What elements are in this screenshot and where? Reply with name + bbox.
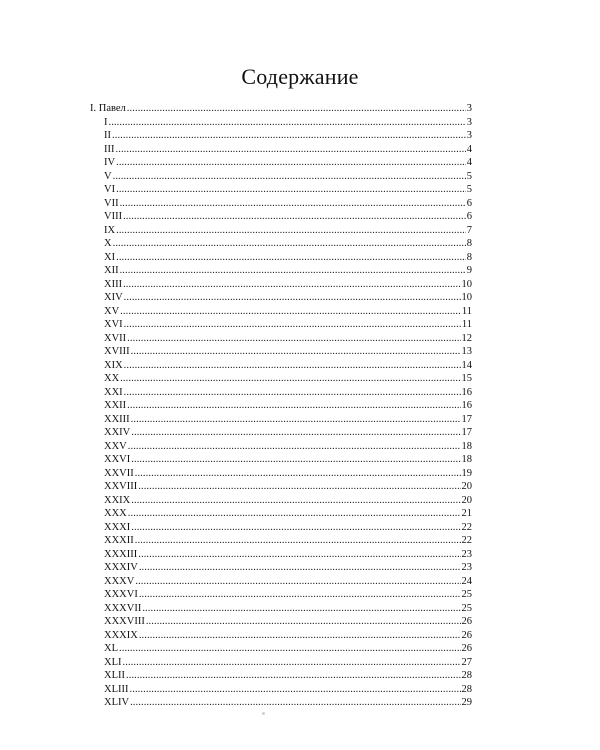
toc-entry-page-number: 8 — [466, 251, 472, 263]
toc-dot-leader — [120, 305, 461, 319]
toc-dot-leader — [127, 332, 460, 346]
toc-entry-page-number: 21 — [461, 508, 472, 519]
toc-entry — [90, 588, 472, 602]
toc-entry — [90, 264, 472, 278]
toc-entry-page-number: 3 — [466, 116, 472, 128]
toc-dot-leader — [112, 129, 466, 143]
toc-entry — [90, 372, 472, 386]
toc-entry-page-number: 12 — [461, 332, 472, 344]
page-speck — [262, 712, 265, 715]
toc-entry-label: XVIII — [104, 346, 130, 357]
toc-entry-page-number: 18 — [461, 454, 472, 465]
toc-dot-leader — [128, 507, 461, 521]
toc-dot-leader — [127, 102, 466, 116]
toc-entry-label: XXV — [104, 440, 127, 452]
toc-entry-label: X — [104, 238, 112, 249]
toc-entry-label: XL — [104, 643, 118, 654]
toc-entry-label: XXIV — [104, 427, 131, 438]
toc-entry — [90, 602, 472, 616]
toc-entry-page-number: 26 — [461, 616, 472, 627]
toc-dot-leader — [146, 615, 461, 629]
toc-entry-label: XVI — [104, 319, 123, 330]
toc-entry-label: XII — [104, 265, 119, 276]
toc-entry — [90, 561, 472, 575]
toc-dot-leader — [120, 197, 466, 211]
toc-entry-page-number: 4 — [466, 143, 472, 155]
toc-entry-page-number: 19 — [461, 467, 472, 479]
toc-entry-label: XXXIX — [104, 629, 138, 641]
toc-entry-page-number: 24 — [461, 575, 472, 587]
toc-entry-label: XXII — [104, 400, 127, 411]
toc-entry-page-number: 28 — [461, 670, 472, 681]
toc-entry — [90, 318, 472, 332]
toc-dot-leader — [119, 642, 461, 656]
toc-dot-leader — [131, 453, 460, 467]
toc-dot-leader — [138, 548, 460, 562]
toc-entry-page-number: 23 — [461, 562, 472, 573]
toc-dot-leader — [139, 629, 461, 643]
toc-entry — [90, 494, 472, 508]
toc-entry-page-number: 27 — [461, 656, 472, 668]
toc-entry-label: XXVI — [104, 454, 131, 465]
toc-entry — [90, 197, 472, 211]
toc-entry-label: XLIV — [104, 697, 130, 708]
toc-entry — [90, 426, 472, 440]
toc-entry — [90, 183, 472, 197]
toc-entry-label: XXXV — [104, 575, 135, 587]
toc-entry-label: XXVIII — [104, 481, 138, 492]
toc-entry-page-number: 17 — [461, 427, 472, 438]
toc-dot-leader — [131, 426, 460, 440]
toc-dot-leader — [116, 251, 466, 265]
toc-entry — [90, 521, 472, 535]
toc-entry — [90, 237, 472, 251]
toc-entry-label: XXI — [104, 386, 123, 398]
toc-dot-leader — [116, 224, 466, 238]
toc-dot-leader — [126, 669, 461, 683]
toc-entry-page-number: 23 — [461, 548, 472, 560]
toc-entry-label: XXVII — [104, 467, 134, 479]
toc-entry-page-number: 13 — [461, 346, 472, 357]
toc-entry — [90, 156, 472, 170]
toc-entry-page-number: 26 — [461, 629, 472, 641]
toc-entry-label: XXXIII — [104, 548, 138, 560]
toc-dot-leader — [127, 399, 460, 413]
toc-entry-page-number: 9 — [466, 265, 472, 276]
toc-entry-label: I — [104, 116, 108, 128]
toc-entry-page-number: 11 — [461, 305, 472, 317]
toc-entry-label: XXXII — [104, 535, 134, 546]
toc-entry — [90, 143, 472, 157]
toc-entry-label: XI — [104, 251, 116, 263]
toc-dot-leader — [131, 521, 460, 535]
toc-entry-label: III — [104, 143, 115, 155]
toc-entry-label: XXX — [104, 508, 127, 519]
toc-entry-page-number: 20 — [461, 481, 472, 492]
toc-entry-page-number: 25 — [461, 589, 472, 600]
toc-entry-label: VI — [104, 184, 116, 195]
toc-entry — [90, 278, 472, 292]
toc-entry — [90, 210, 472, 224]
toc-dot-leader — [113, 237, 466, 251]
toc-entry — [90, 669, 472, 683]
toc-dot-leader — [124, 359, 461, 373]
toc-entry-page-number: 7 — [466, 224, 472, 236]
table-of-contents — [90, 102, 472, 710]
toc-entry-label: XXXVI — [104, 589, 138, 600]
toc-entry-page-number: 22 — [461, 521, 472, 533]
toc-entry-page-number: 20 — [461, 494, 472, 506]
toc-entry — [90, 359, 472, 373]
toc-dot-leader — [128, 440, 461, 454]
toc-entry-label: XXXIV — [104, 562, 138, 573]
toc-dot-leader — [131, 494, 460, 508]
toc-entry-page-number: 22 — [461, 535, 472, 546]
toc-entry-page-number: 5 — [466, 170, 472, 182]
toc-dot-leader — [123, 656, 461, 670]
toc-entry-page-number: 8 — [466, 238, 472, 249]
toc-dot-leader — [113, 170, 466, 184]
toc-dot-leader — [135, 575, 460, 589]
toc-dot-leader — [123, 278, 460, 292]
toc-entry-label: XIV — [104, 292, 123, 303]
toc-entry-label: IX — [104, 224, 116, 236]
toc-entry-page-number: 10 — [461, 292, 472, 303]
toc-entry — [90, 129, 472, 143]
toc-dot-leader — [131, 413, 461, 427]
toc-dot-leader — [109, 116, 466, 130]
toc-entry — [90, 629, 472, 643]
toc-entry-page-number: 6 — [466, 197, 472, 209]
toc-entry-page-number: 3 — [466, 103, 472, 114]
toc-entry-label: XLII — [104, 670, 125, 681]
toc-dot-leader — [135, 467, 461, 481]
toc-dot-leader — [138, 480, 460, 494]
toc-entry-label: VIII — [104, 211, 123, 222]
toc-entry — [90, 413, 472, 427]
toc-entry-label: XIX — [104, 359, 123, 371]
toc-entry-page-number: 26 — [461, 643, 472, 654]
toc-entry — [90, 507, 472, 521]
toc-entry-page-number: 6 — [466, 211, 472, 222]
toc-entry-label: XXIX — [104, 494, 131, 506]
toc-dot-leader — [123, 210, 466, 224]
toc-dot-leader — [135, 534, 461, 548]
toc-entry-page-number: 29 — [461, 697, 472, 708]
toc-entry-label: XV — [104, 305, 120, 317]
toc-entry-label: V — [104, 170, 112, 182]
toc-entry-label: XX — [104, 373, 120, 384]
toc-entry-label: XIII — [104, 278, 123, 290]
toc-entry — [90, 102, 472, 116]
toc-entry — [90, 305, 472, 319]
toc-entry-page-number: 3 — [466, 130, 472, 141]
toc-entry-page-number: 16 — [461, 400, 472, 411]
toc-entry-label: II — [104, 130, 111, 141]
toc-entry — [90, 615, 472, 629]
toc-entry — [90, 453, 472, 467]
toc-entry-page-number: 25 — [461, 602, 472, 614]
toc-entry — [90, 440, 472, 454]
toc-entry — [90, 170, 472, 184]
toc-dot-leader — [124, 386, 461, 400]
toc-entry-label: XXXVIII — [104, 616, 145, 627]
toc-entry — [90, 332, 472, 346]
toc-entry — [90, 656, 472, 670]
toc-dot-leader — [116, 183, 466, 197]
toc-entry-page-number: 15 — [461, 373, 472, 384]
toc-entry — [90, 251, 472, 265]
toc-dot-leader — [130, 696, 460, 710]
toc-entry-label: XLI — [104, 656, 122, 668]
toc-entry-page-number: 14 — [461, 359, 472, 371]
toc-entry-page-number: 16 — [461, 386, 472, 398]
toc-entry-page-number: 17 — [461, 413, 472, 425]
toc-entry-page-number: 10 — [461, 278, 472, 290]
page-title: Содержание — [241, 64, 359, 89]
toc-entry — [90, 548, 472, 562]
toc-dot-leader — [131, 345, 461, 359]
toc-entry-page-number: 4 — [466, 157, 472, 168]
toc-entry — [90, 386, 472, 400]
toc-entry — [90, 291, 472, 305]
toc-entry-label: IV — [104, 157, 116, 168]
toc-dot-leader — [120, 264, 466, 278]
toc-entry-page-number: 11 — [461, 319, 472, 330]
toc-entry-page-number: 18 — [461, 440, 472, 452]
toc-dot-leader — [130, 683, 461, 697]
toc-entry-label: XXIII — [104, 413, 130, 425]
toc-entry-label: XXXI — [104, 521, 131, 533]
toc-dot-leader — [139, 588, 461, 602]
toc-entry — [90, 345, 472, 359]
toc-entry — [90, 534, 472, 548]
toc-entry-label: VII — [104, 197, 119, 209]
toc-entry-page-number: 5 — [466, 184, 472, 195]
toc-entry — [90, 399, 472, 413]
toc-dot-leader — [124, 318, 461, 332]
toc-entry — [90, 575, 472, 589]
toc-entry — [90, 116, 472, 130]
toc-entry-label: XVII — [104, 332, 127, 344]
toc-entry-page-number: 28 — [461, 683, 472, 695]
toc-dot-leader — [116, 143, 466, 157]
toc-entry — [90, 683, 472, 697]
toc-entry — [90, 696, 472, 710]
toc-entry-label: XXXVII — [104, 602, 142, 614]
toc-entry — [90, 480, 472, 494]
toc-dot-leader — [139, 561, 461, 575]
toc-entry — [90, 467, 472, 481]
toc-dot-leader — [116, 156, 466, 170]
toc-dot-leader — [124, 291, 461, 305]
toc-entry-label: I. Павел — [90, 103, 126, 114]
toc-entry — [90, 224, 472, 238]
toc-dot-leader — [120, 372, 460, 386]
toc-dot-leader — [142, 602, 460, 616]
toc-entry — [90, 642, 472, 656]
toc-entry-label: XLIII — [104, 683, 129, 695]
